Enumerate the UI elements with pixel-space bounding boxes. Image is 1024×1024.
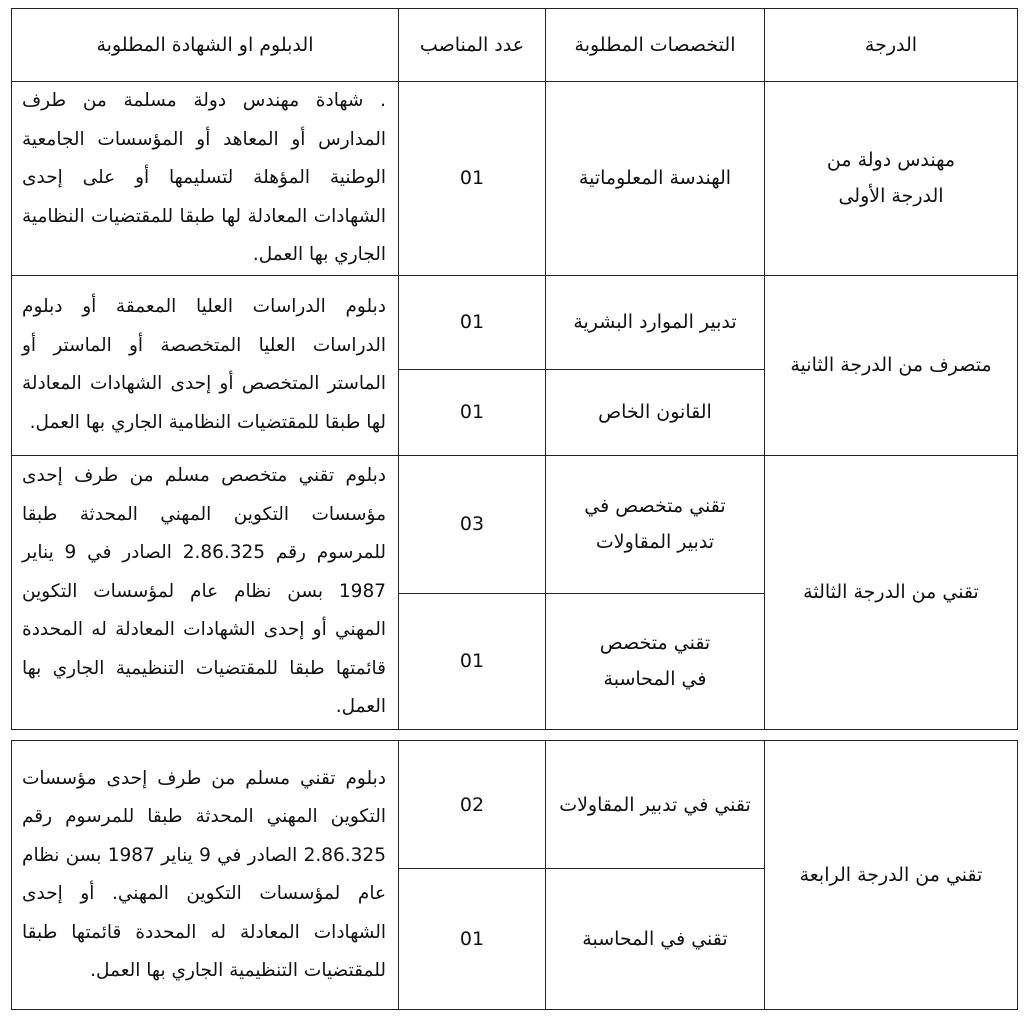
specialty-cell: تدبير الموارد البشرية xyxy=(546,275,765,369)
header-grade: الدرجة xyxy=(765,9,1018,82)
table-row xyxy=(12,275,1018,369)
positions-table-continued xyxy=(11,740,1018,1010)
specialty-cell: تقني في المحاسبة xyxy=(546,869,765,1010)
positions-count: 01 xyxy=(399,593,546,729)
table-row xyxy=(12,455,1018,593)
specialty-cell: تقني متخصص في المحاسبة xyxy=(546,593,765,729)
diploma-cell: دبلوم الدراسات العليا المعمقة أو دبلوم الدراسات العليا المتخصصة أو الماستر أو الماستر المتخصص أو إحدى الشهادات المعادلة لها طبقا للمقتضيات النظامية الجاري بها العمل. xyxy=(12,275,399,455)
positions-count: 03 xyxy=(399,455,546,593)
diploma-cell: دبلوم تقني متخصص مسلم من طرف إحدى مؤسسات التكوين المهني المحدثة طبقا للمرسوم رقم 2.86.325 الصادر في 9 يناير 1987 بسن نظام عام لمؤسسات التكوين المهني أو إحدى الشهادات المعادلة له المحددة قائمتها طبقا للمقتضيات التنظيمية الجاري بها العمل. xyxy=(12,455,399,729)
positions-count: 02 xyxy=(399,741,546,869)
table-header-row xyxy=(12,9,1018,82)
table-row xyxy=(12,82,1018,276)
header-diploma: الدبلوم او الشهادة المطلوبة xyxy=(12,9,399,82)
diploma-cell: . شهادة مهندس دولة مسلمة من طرف المدارس أو المعاهد أو المؤسسات الجامعية الوطنية المؤهلة لتسليمها أو على إحدى الشهادات المعادلة لها طبقا للمقتضيات النظامية الجاري بها العمل. xyxy=(12,82,399,276)
table-row xyxy=(12,741,1018,869)
grade-cell: تقني من الدرجة الرابعة xyxy=(765,741,1018,1010)
positions-count: 01 xyxy=(399,275,546,369)
specialty-cell: تقني في تدبير المقاولات xyxy=(546,741,765,869)
specialty-cell: القانون الخاص xyxy=(546,369,765,455)
grade-cell: متصرف من الدرجة الثانية xyxy=(765,275,1018,455)
header-specialties: التخصصات المطلوبة xyxy=(546,9,765,82)
positions-table xyxy=(11,8,1018,730)
positions-count: 01 xyxy=(399,869,546,1010)
grade-cell: مهندس دولة من الدرجة الأولى xyxy=(765,82,1018,276)
positions-count: 01 xyxy=(399,82,546,276)
header-positions: عدد المناصب xyxy=(399,9,546,82)
specialty-cell: تقني متخصص في تدبير المقاولات xyxy=(546,455,765,593)
positions-count: 01 xyxy=(399,369,546,455)
grade-cell: تقني من الدرجة الثالثة xyxy=(765,455,1018,729)
specialty-cell: الهندسة المعلوماتية xyxy=(546,82,765,276)
diploma-cell: دبلوم تقني مسلم من طرف إحدى مؤسسات التكوين المهني المحدثة طبقا للمرسوم رقم 2.86.325 الصادر في 9 يناير 1987 بسن نظام عام لمؤسسات التكوين المهني. أو إحدى الشهادات المعادلة له المحددة قائمتها طبقا للمقتضيات التنظيمية الجاري بها العمل. xyxy=(12,741,399,1010)
